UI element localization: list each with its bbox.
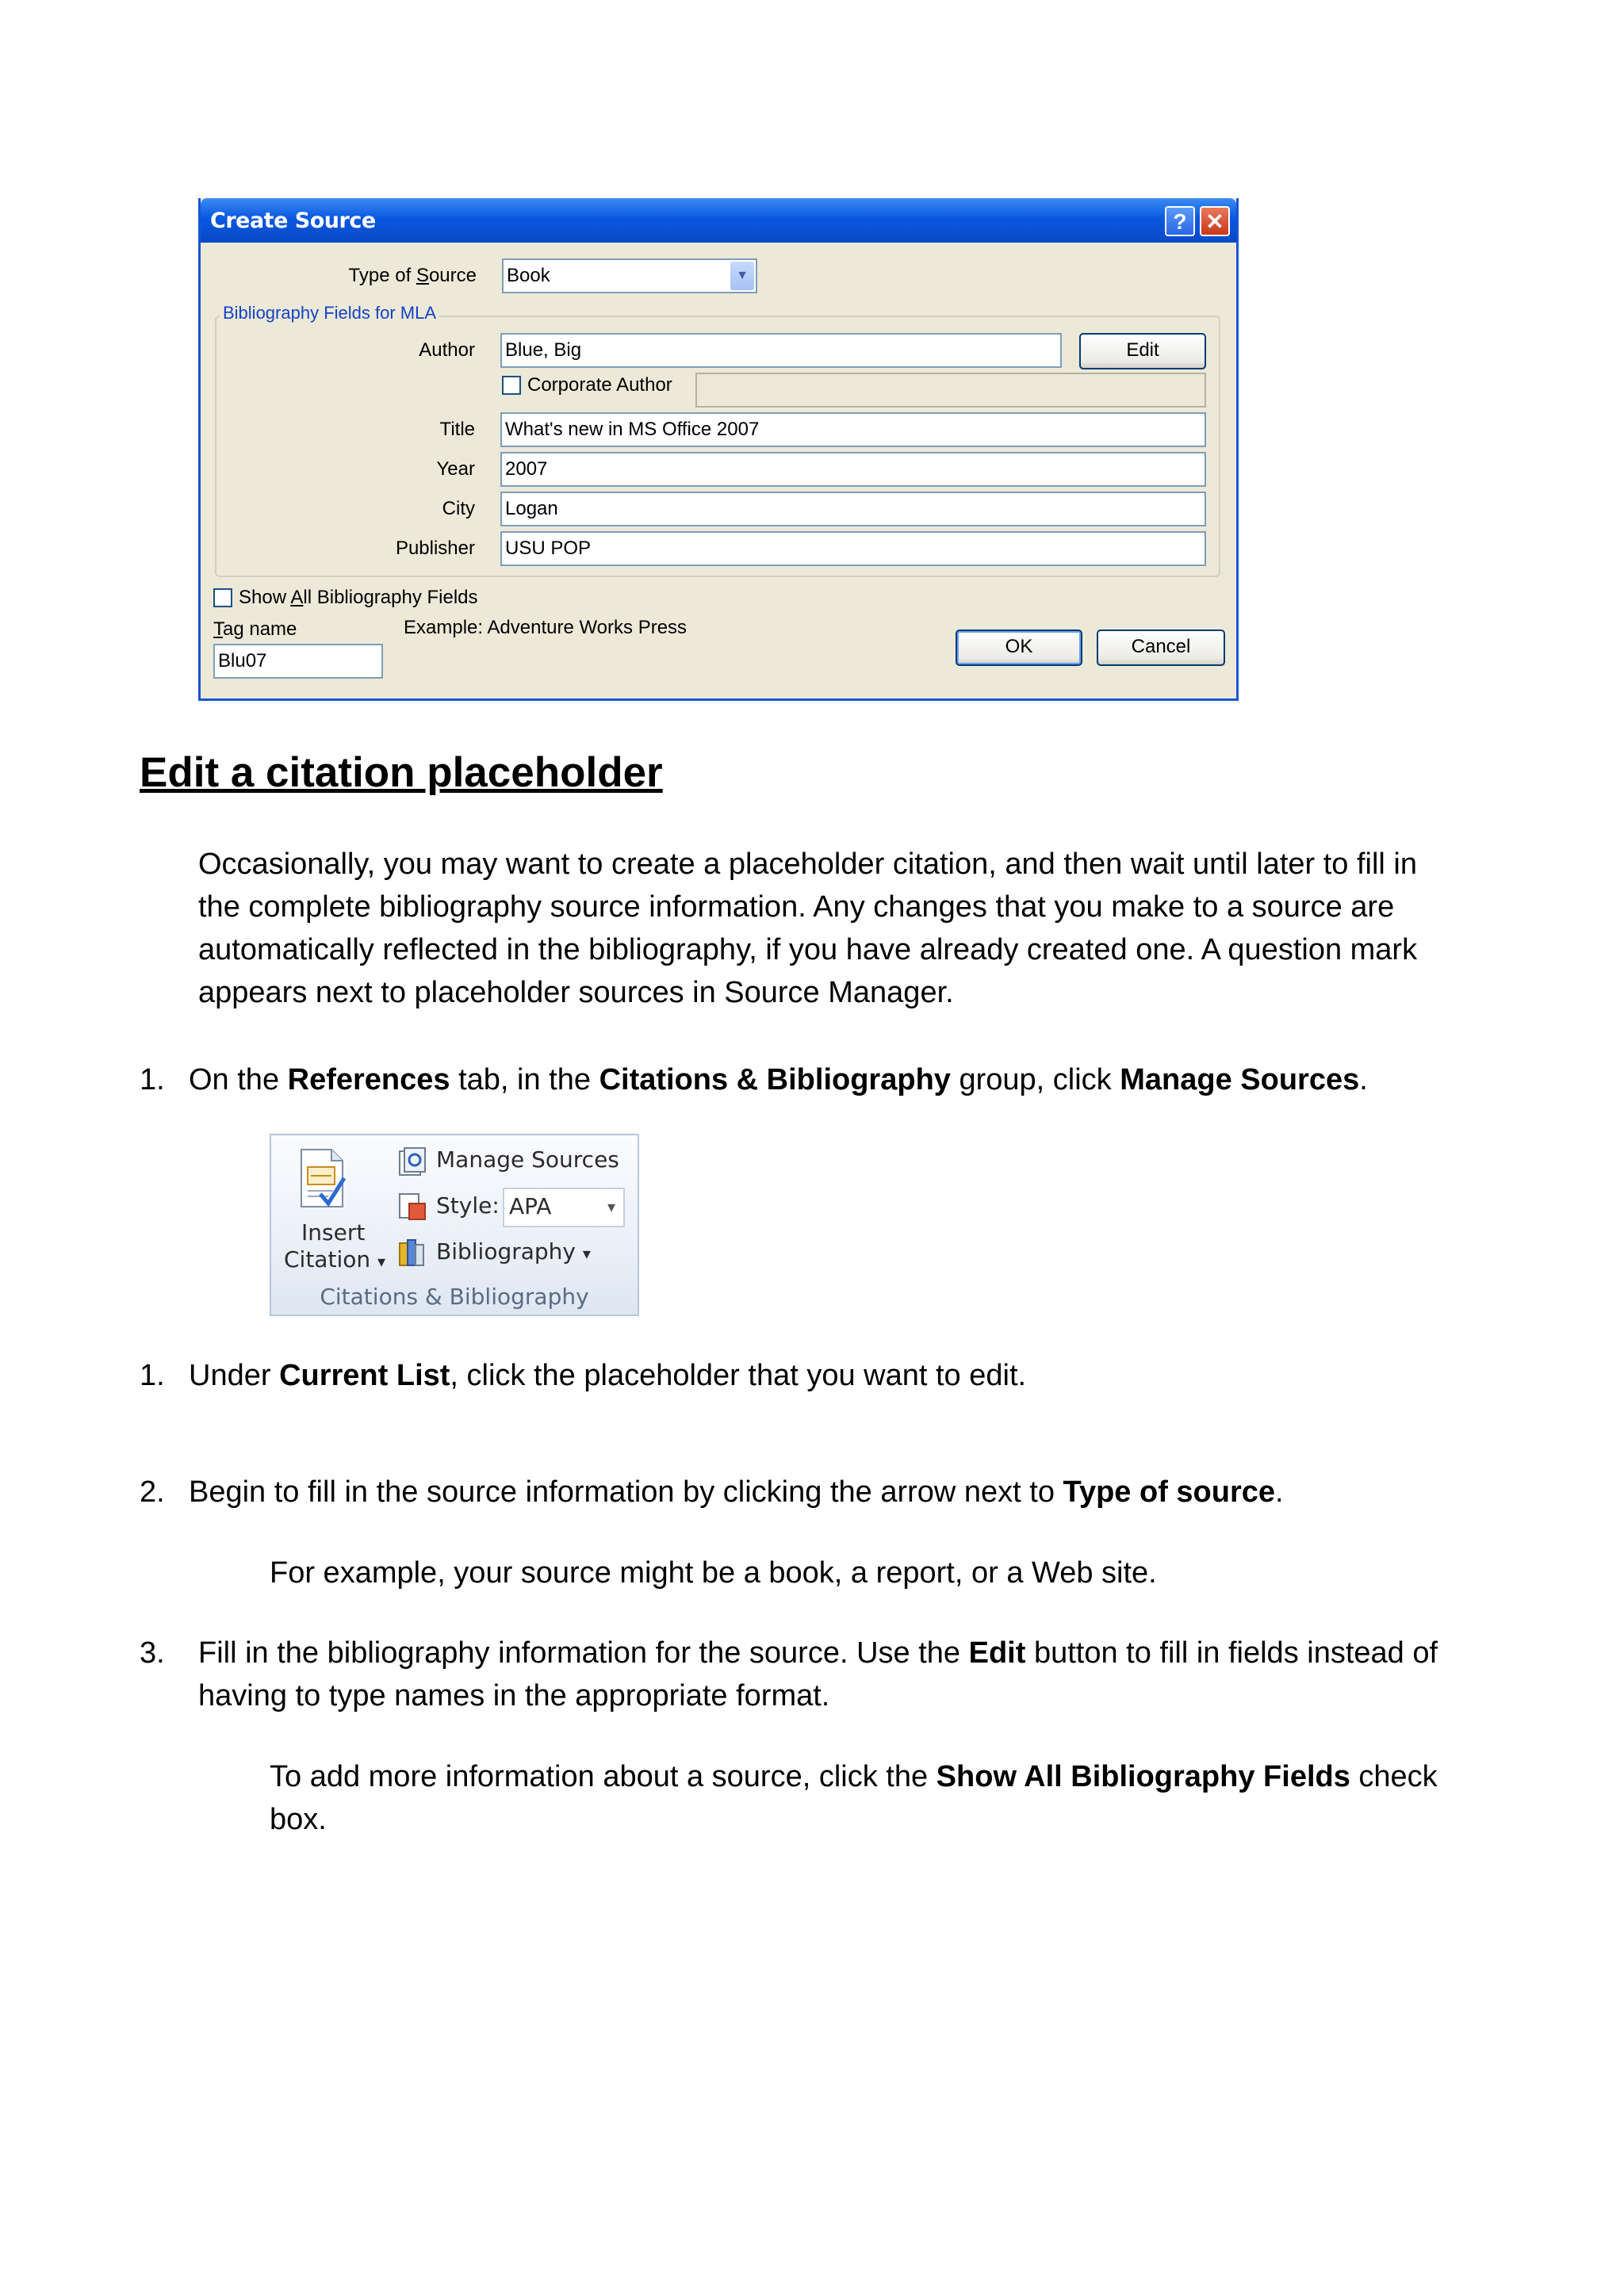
- title-input[interactable]: What's new in MS Office 2007: [500, 412, 1206, 447]
- close-button[interactable]: [1200, 206, 1230, 236]
- author-input[interactable]: Blue, Big: [500, 333, 1062, 368]
- corporate-author-checkbox[interactable]: [502, 376, 521, 395]
- citations-bibliography-ribbon-group: [270, 1134, 639, 1316]
- tag-name-input[interactable]: Blu07: [213, 644, 383, 679]
- create-source-dialog: [198, 198, 1239, 701]
- step-note: For example, your source might be a book, a report, or a Web site.: [270, 1556, 1157, 1590]
- title-label: Title: [439, 419, 475, 440]
- step-number: 1.: [140, 1359, 165, 1392]
- year-input[interactable]: 2007: [500, 452, 1206, 487]
- style-icon: [396, 1191, 428, 1223]
- step-text: On the References tab, in the Citations & Bibliography group, click Manage Sources.: [189, 1063, 1368, 1096]
- ok-button[interactable]: OK: [956, 629, 1082, 666]
- style-select[interactable]: [503, 1188, 625, 1227]
- bibliography-icon: [396, 1235, 428, 1267]
- dialog-title: Create Source: [210, 209, 376, 233]
- cancel-button[interactable]: Cancel: [1097, 629, 1225, 666]
- type-of-source-value: Book: [507, 265, 550, 286]
- example-text: Example: Adventure Works Press: [404, 617, 688, 638]
- publisher-label: Publisher: [395, 538, 475, 559]
- section-heading: Edit a citation placeholder: [140, 749, 663, 796]
- manage-sources-icon: [396, 1146, 428, 1178]
- show-all-fields-label: Show All Bibliography Fields: [239, 587, 478, 608]
- tag-name-label: Tag name: [213, 618, 297, 640]
- step-number: 1.: [140, 1063, 165, 1096]
- help-button[interactable]: [1165, 206, 1195, 236]
- style-label: Style:: [436, 1192, 500, 1219]
- edit-button[interactable]: Edit: [1079, 333, 1206, 369]
- step-note: To add more information about a source, click the Show All Bibliography Fields check box.: [270, 1760, 1438, 1836]
- chevron-down-icon: ▾: [582, 1244, 591, 1263]
- dialog-title-bar[interactable]: [201, 198, 1236, 243]
- insert-citation-label-line1[interactable]: Insert: [301, 1219, 366, 1246]
- city-input[interactable]: Logan: [500, 492, 1206, 526]
- chevron-down-icon[interactable]: ▼: [730, 262, 754, 290]
- chevron-down-icon: ▾: [607, 1197, 615, 1216]
- chevron-down-icon: ▾: [377, 1252, 386, 1271]
- show-all-fields-checkbox[interactable]: [213, 588, 232, 607]
- city-label: City: [442, 498, 475, 519]
- type-of-source-select[interactable]: [502, 258, 757, 293]
- step-text: Under Current List, click the placeholder that you want to edit.: [189, 1359, 1027, 1392]
- step-text: Fill in the bibliography information for the source. Use the Edit button to fill in fields instead of having to type names in the appropriate format.: [198, 1636, 1438, 1712]
- author-label: Author: [419, 339, 475, 361]
- insert-citation-button[interactable]: Citation ▾: [284, 1246, 386, 1272]
- corporate-author-input: [695, 373, 1206, 408]
- manage-sources-button[interactable]: Manage Sources: [436, 1146, 619, 1173]
- group-legend: Bibliography Fields for MLA: [220, 303, 439, 323]
- close-icon: ✕: [1205, 209, 1224, 234]
- help-icon: ?: [1173, 209, 1187, 234]
- step-number: 2.: [140, 1475, 165, 1509]
- step-text: Begin to fill in the source information by clicking the arrow next to Type of source.: [189, 1475, 1284, 1509]
- publisher-input[interactable]: USU POP: [500, 531, 1206, 566]
- step-number: 3.: [140, 1636, 165, 1670]
- intro-paragraph: Occasionally, you may want to create a placeholder citation, and then wait until later to fill in the complete bibliography source information. Any changes that you make to a source are automatically reflected in the bibliography, if you have already created one. A question mark appears next to placeholder sources in Source Manager.: [198, 848, 1418, 1009]
- year-label: Year: [436, 458, 475, 480]
- style-value: APA: [509, 1193, 552, 1219]
- corporate-author-label: Corporate Author: [527, 374, 672, 396]
- ribbon-group-label: Citations & Bibliography: [320, 1284, 589, 1310]
- type-of-source-label: Type of Source: [348, 265, 477, 286]
- bibliography-button[interactable]: Bibliography ▾: [436, 1238, 591, 1265]
- insert-citation-icon: [297, 1146, 347, 1210]
